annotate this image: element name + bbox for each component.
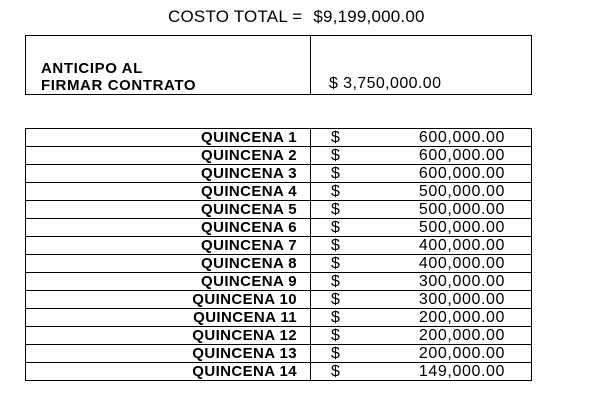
installment-amount-cell xyxy=(311,255,532,273)
installment-amount: 500,000.00 xyxy=(418,183,505,200)
installment-amount: 500,000.00 xyxy=(418,219,505,236)
total-cost xyxy=(168,7,425,27)
installment-amount-cell xyxy=(311,129,532,147)
installment-amount: 149,000.00 xyxy=(418,363,505,380)
installment-name: QUINCENA 6 xyxy=(26,219,311,237)
table-row xyxy=(26,237,532,255)
installment-amount-cell xyxy=(311,201,532,219)
installment-name: QUINCENA 5 xyxy=(26,201,311,219)
installment-amount-cell xyxy=(311,237,532,255)
installment-amount: 400,000.00 xyxy=(418,255,505,272)
installment-amount-cell xyxy=(311,309,532,327)
table-row xyxy=(26,291,532,309)
advance-label-line2: FIRMAR CONTRATO xyxy=(41,77,197,94)
installments-table xyxy=(25,128,532,381)
total-cost-label: COSTO TOTAL = xyxy=(168,7,303,26)
currency-symbol: $ xyxy=(331,273,340,290)
table-row xyxy=(26,345,532,363)
installment-name: QUINCENA 9 xyxy=(26,273,311,291)
table-row xyxy=(26,363,532,381)
table-row xyxy=(26,201,532,219)
advance-label-line1: ANTICIPO AL xyxy=(41,60,143,77)
installment-name: QUINCENA 14 xyxy=(26,363,311,381)
installment-amount: 400,000.00 xyxy=(418,237,505,254)
installment-amount: 600,000.00 xyxy=(418,129,505,146)
installment-name: QUINCENA 13 xyxy=(26,345,311,363)
table-row xyxy=(26,129,532,147)
currency-symbol: $ xyxy=(331,165,340,182)
currency-symbol: $ xyxy=(331,363,340,380)
table-row xyxy=(26,327,532,345)
table-row xyxy=(26,147,532,165)
installment-amount-cell xyxy=(311,183,532,201)
table-row xyxy=(26,273,532,291)
table-row xyxy=(26,165,532,183)
table-row xyxy=(26,309,532,327)
installment-name: QUINCENA 8 xyxy=(26,255,311,273)
installment-amount: 200,000.00 xyxy=(418,327,505,344)
installment-amount: 300,000.00 xyxy=(418,273,505,290)
advance-payment-table xyxy=(25,35,532,95)
installment-name: QUINCENA 4 xyxy=(26,183,311,201)
total-cost-amount: $9,199,000.00 xyxy=(313,7,425,26)
installment-amount: 200,000.00 xyxy=(418,345,505,362)
currency-symbol: $ xyxy=(331,309,340,326)
installment-name: QUINCENA 10 xyxy=(26,291,311,309)
currency-symbol: $ xyxy=(331,237,340,254)
installment-amount-cell xyxy=(311,147,532,165)
currency-symbol: $ xyxy=(331,129,340,146)
currency-symbol: $ xyxy=(331,201,340,218)
table-row xyxy=(26,183,532,201)
table-row xyxy=(26,255,532,273)
installment-amount-cell xyxy=(311,363,532,381)
installment-name: QUINCENA 1 xyxy=(26,129,311,147)
currency-symbol: $ xyxy=(331,147,340,164)
currency-symbol: $ xyxy=(331,255,340,272)
installment-amount-cell xyxy=(311,165,532,183)
installment-name: QUINCENA 11 xyxy=(26,309,311,327)
installment-amount-cell xyxy=(311,345,532,363)
currency-symbol: $ xyxy=(331,345,340,362)
currency-symbol: $ xyxy=(331,183,340,200)
installment-amount-cell xyxy=(311,291,532,309)
installment-amount-cell xyxy=(311,327,532,345)
installment-name: QUINCENA 2 xyxy=(26,147,311,165)
table-row xyxy=(26,219,532,237)
installment-name: QUINCENA 7 xyxy=(26,237,311,255)
currency-symbol: $ xyxy=(331,327,340,344)
installment-name: QUINCENA 12 xyxy=(26,327,311,345)
installment-amount-cell xyxy=(311,219,532,237)
installment-name: QUINCENA 3 xyxy=(26,165,311,183)
advance-payment-amount: $ 3,750,000.00 xyxy=(311,36,532,95)
advance-payment-label xyxy=(26,36,311,95)
currency-symbol: $ xyxy=(331,219,340,236)
installment-amount: 600,000.00 xyxy=(418,165,505,182)
installment-amount: 200,000.00 xyxy=(418,309,505,326)
installment-amount: 500,000.00 xyxy=(418,201,505,218)
installment-amount: 600,000.00 xyxy=(418,147,505,164)
currency-symbol: $ xyxy=(331,291,340,308)
installment-amount: 300,000.00 xyxy=(418,291,505,308)
installment-amount-cell xyxy=(311,273,532,291)
advance-payment-row xyxy=(26,36,532,95)
